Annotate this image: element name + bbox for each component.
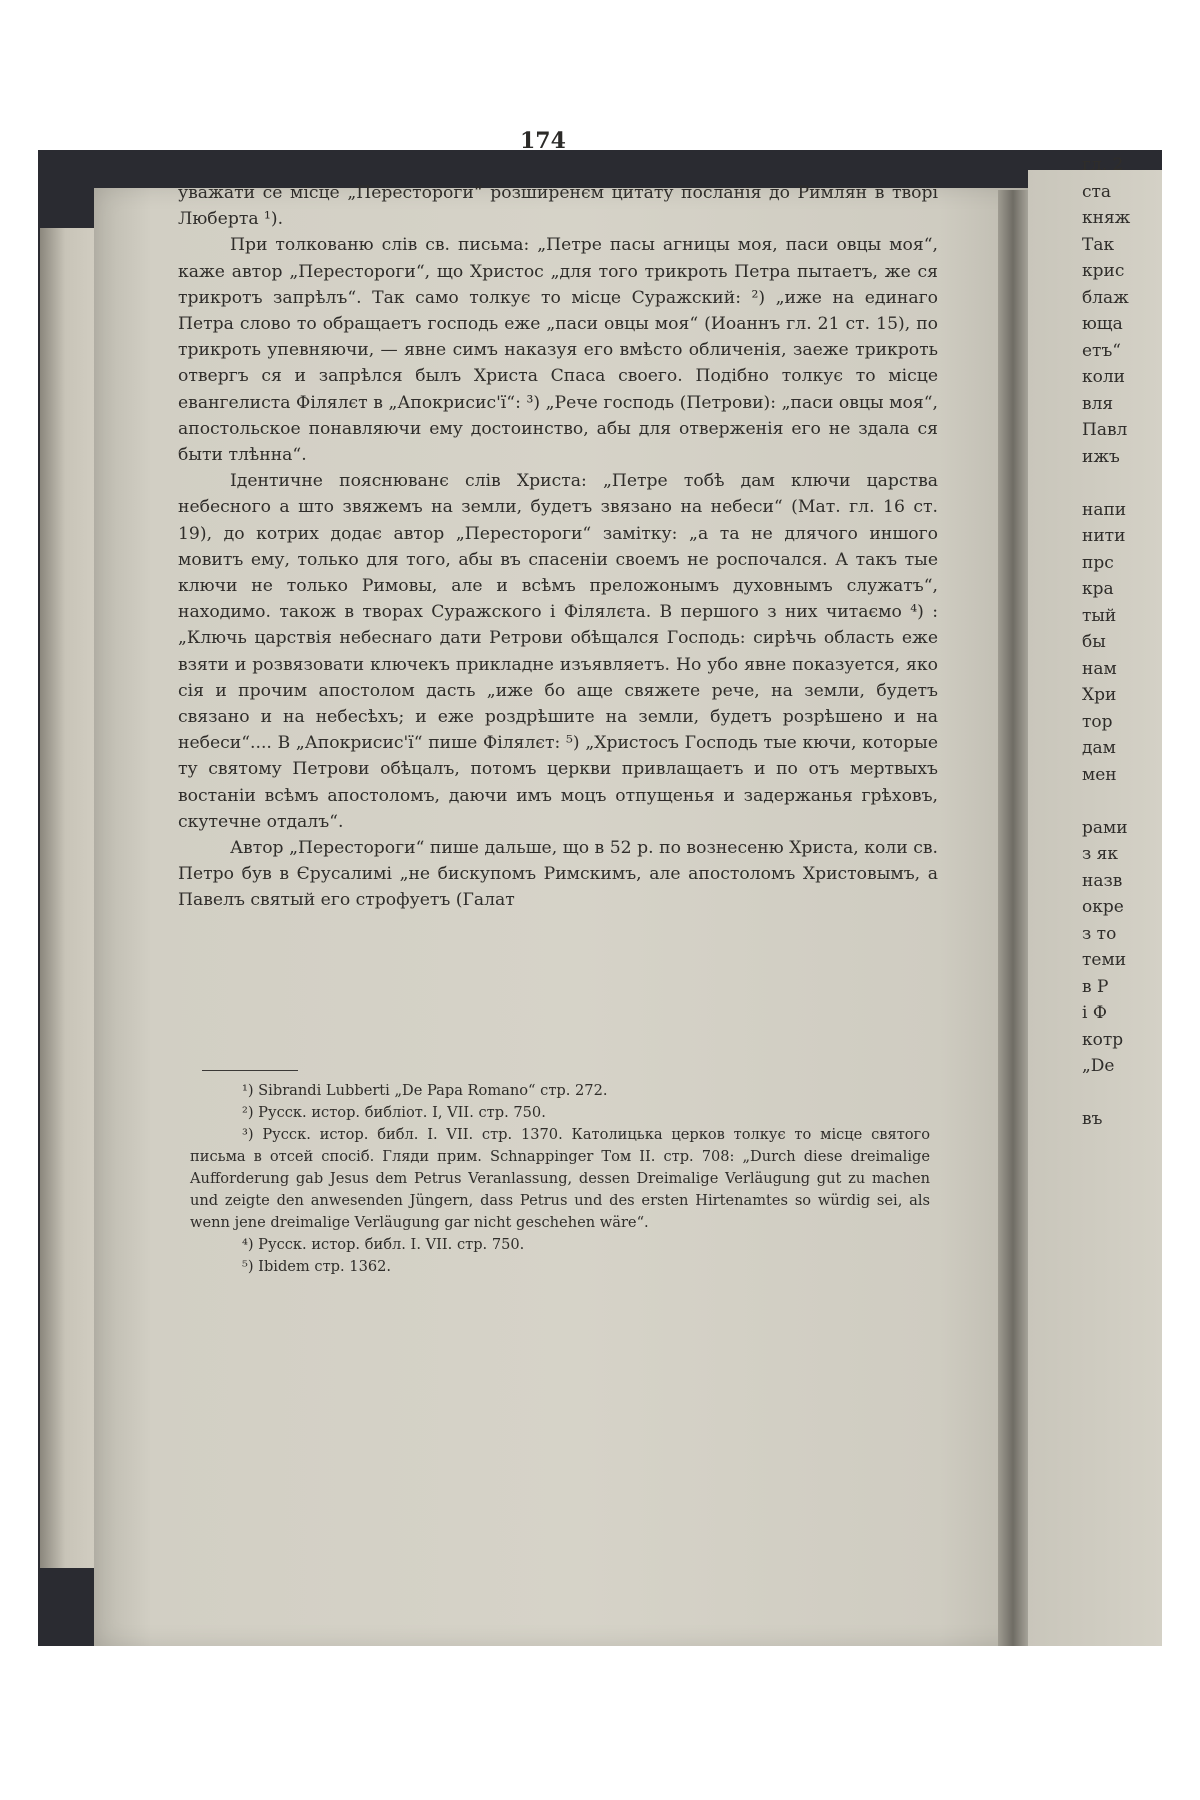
right-page-fragment: з як	[1082, 844, 1119, 864]
right-page-fragment: тор	[1082, 711, 1113, 732]
paragraph: Автор „Перестороги“ пише дальше, що в 52 р. по вознесеню Христа, коли св. Петро був в Єрусалимі „не бискупомъ Римскимъ, але апостоломъ Христовымъ, а Павелъ святый его строфуетъ (Галат	[178, 838, 938, 911]
right-page-fragment	[1082, 1080, 1122, 1107]
right-page-fragment: нити	[1082, 526, 1126, 546]
footnote: ¹) Sibrandi Lubberti „De Papa Romano“ стр. 272.	[242, 1082, 608, 1099]
right-page-fragment: з то	[1082, 923, 1117, 944]
footnote: ⁵) Ibidem стр. 1362.	[242, 1258, 392, 1275]
right-page-fragment: княж	[1082, 208, 1131, 228]
right-page-fragment: бы	[1082, 632, 1106, 652]
right-page-fragment: гл. 2	[1082, 155, 1124, 175]
right-page-fragment: вля	[1082, 393, 1114, 414]
paragraph: уважати се місце „Перестороги“ розширенєм цитату посланія до Римлян в творі Люберта ¹).	[178, 183, 938, 230]
right-page-fragment: ижъ	[1082, 446, 1120, 467]
footnote-separator	[202, 1070, 298, 1071]
right-page-fragment: нам	[1082, 658, 1117, 679]
right-page-fragment: крис	[1082, 261, 1125, 281]
right-page-fragment: коли	[1082, 367, 1125, 387]
footnote: ²) Руcск. истор. библіот. I, VII. стр. 750.	[242, 1104, 546, 1121]
right-page-fragment: окре	[1082, 897, 1124, 917]
footnote: ³) Руcск. истор. библ. I. VII. стр. 1370. Католицька церков толкує то місце святого письма в отсей спосіб. Гляди прим. Schnappinger Том II. стр. 708: „Durch diese dreimalige Aufforderung gab Jesus dem Petrus Veranlassung, dessen Dreimalige Verläugung gut zu machen und zeigte den anwesenden Jüngern, dass Petrus und des ersten Hirtenamtes so würdig sei, als wenn jene dreimalige Verläugung gar nicht geschehen wäre“.	[190, 1126, 930, 1231]
main-text	[178, 180, 938, 914]
right-page-fragment: Так	[1082, 234, 1115, 255]
right-page-fragment: в Р	[1082, 976, 1109, 997]
right-page-fragment	[1082, 788, 1122, 815]
right-page-fragment: прс	[1082, 552, 1114, 573]
right-page-fragment: кра	[1082, 579, 1114, 599]
right-page-fragment: въ	[1082, 1109, 1103, 1129]
footnotes	[190, 1080, 930, 1278]
right-page-fragment: етъ“	[1082, 340, 1121, 361]
paragraph: Ідентичне пояснюванє слів Христа: „Петре тобѣ дам ключи царства небесного а што звяжемъ на земли, будетъ звязано на небеси“ (Мат. гл. 16 ст. 19), до котрих додає автор „Перестороги“ замітку: „а та не длячого иншого мовитъ ему, только для того, абы въ спасеніи своемъ не роспочался. А такъ тые ключи не только Римовы, але и всѣмъ преложонымъ духовнымъ служатъ“, находимо. також в творах Суражского і Філялєта. В першого з них читаємо ⁴) : „Ключь царствія небеснаго дати Ретрови обѣщался Господь: сирѣчь область еже взяти и розвязовати ключекъ прикладне изъявляетъ. Но убо явне показуется, яко сія и прочим апостолом дасть „иже бо аще свяжете рече, на земли, будетъ связано и на небесѣхъ; и еже роздрѣшите на земли, будетъ розрѣшено и на небеси“.... В „Апокрисис'ї“ пише Філялєт: ⁵) „Христосъ Господь тые кючи, которые ту святому Петрови обѣцалъ, потомъ церкви привлащаетъ и по отъ мертвыхъ востаніи всѣмъ апостоломъ, даючи имъ моцъ отпущенья и задержанья грѣховъ, скутечне отдалъ“.	[178, 471, 938, 832]
right-page-fragment: назв	[1082, 870, 1123, 891]
footnote: ⁴) Руcск. истор. библ. I. VII. стр. 750.	[242, 1236, 525, 1253]
right-page-text-fragments	[1082, 152, 1131, 1133]
right-page-fragment: тый	[1082, 605, 1117, 626]
right-page-fragment: ста	[1082, 181, 1112, 202]
page-number: 174	[520, 128, 566, 154]
right-page-fragment: дам	[1082, 738, 1116, 758]
book-gutter	[998, 190, 1028, 1646]
right-page-fragment: теми	[1082, 950, 1127, 970]
right-page-fragment: і Ф	[1082, 1003, 1107, 1023]
right-page-fragment: мен	[1082, 764, 1117, 785]
right-page-fragment: „De	[1082, 1056, 1115, 1076]
right-page-fragment: рами	[1082, 817, 1128, 838]
right-page-fragment: напи	[1082, 499, 1127, 520]
right-page-fragment	[1082, 470, 1122, 497]
right-page-fragment: Хри	[1082, 685, 1117, 705]
right-page-fragment: котр	[1082, 1029, 1124, 1050]
right-page-fragment: Павл	[1082, 420, 1128, 440]
right-page-fragment: юща	[1082, 314, 1123, 334]
paragraph: При толкованю слів св. письма: „Петре пасы агницы моя, паси овцы моя“, каже автор „Перестороги“, що Христос „для того трикроть Петра пытаетъ, же ся трикротъ запрѣлъ“. Так само толкує то місце Суражский: ²) „иже на единаго Петра слово то обращаетъ господь еже „паси овцы моя“ (Иоаннъ гл. 21 ст. 15), по трикроть упевняючи, — явне симъ наказуя его вмѣсто обличенія, заеже трикроть отвергъ ся и запрѣлся былъ Христа Спаса своего. Подібно толкує то місце евангелиста Філялєт в „Апокрисис'ї“: ³) „Рече господь (Петрови): „паси овцы моя“, апостольское понавляючи ему достоинство, абы для отверженія его не здала ся быти тлѣнна“.	[178, 235, 938, 466]
right-page-fragment: блаж	[1082, 287, 1129, 308]
